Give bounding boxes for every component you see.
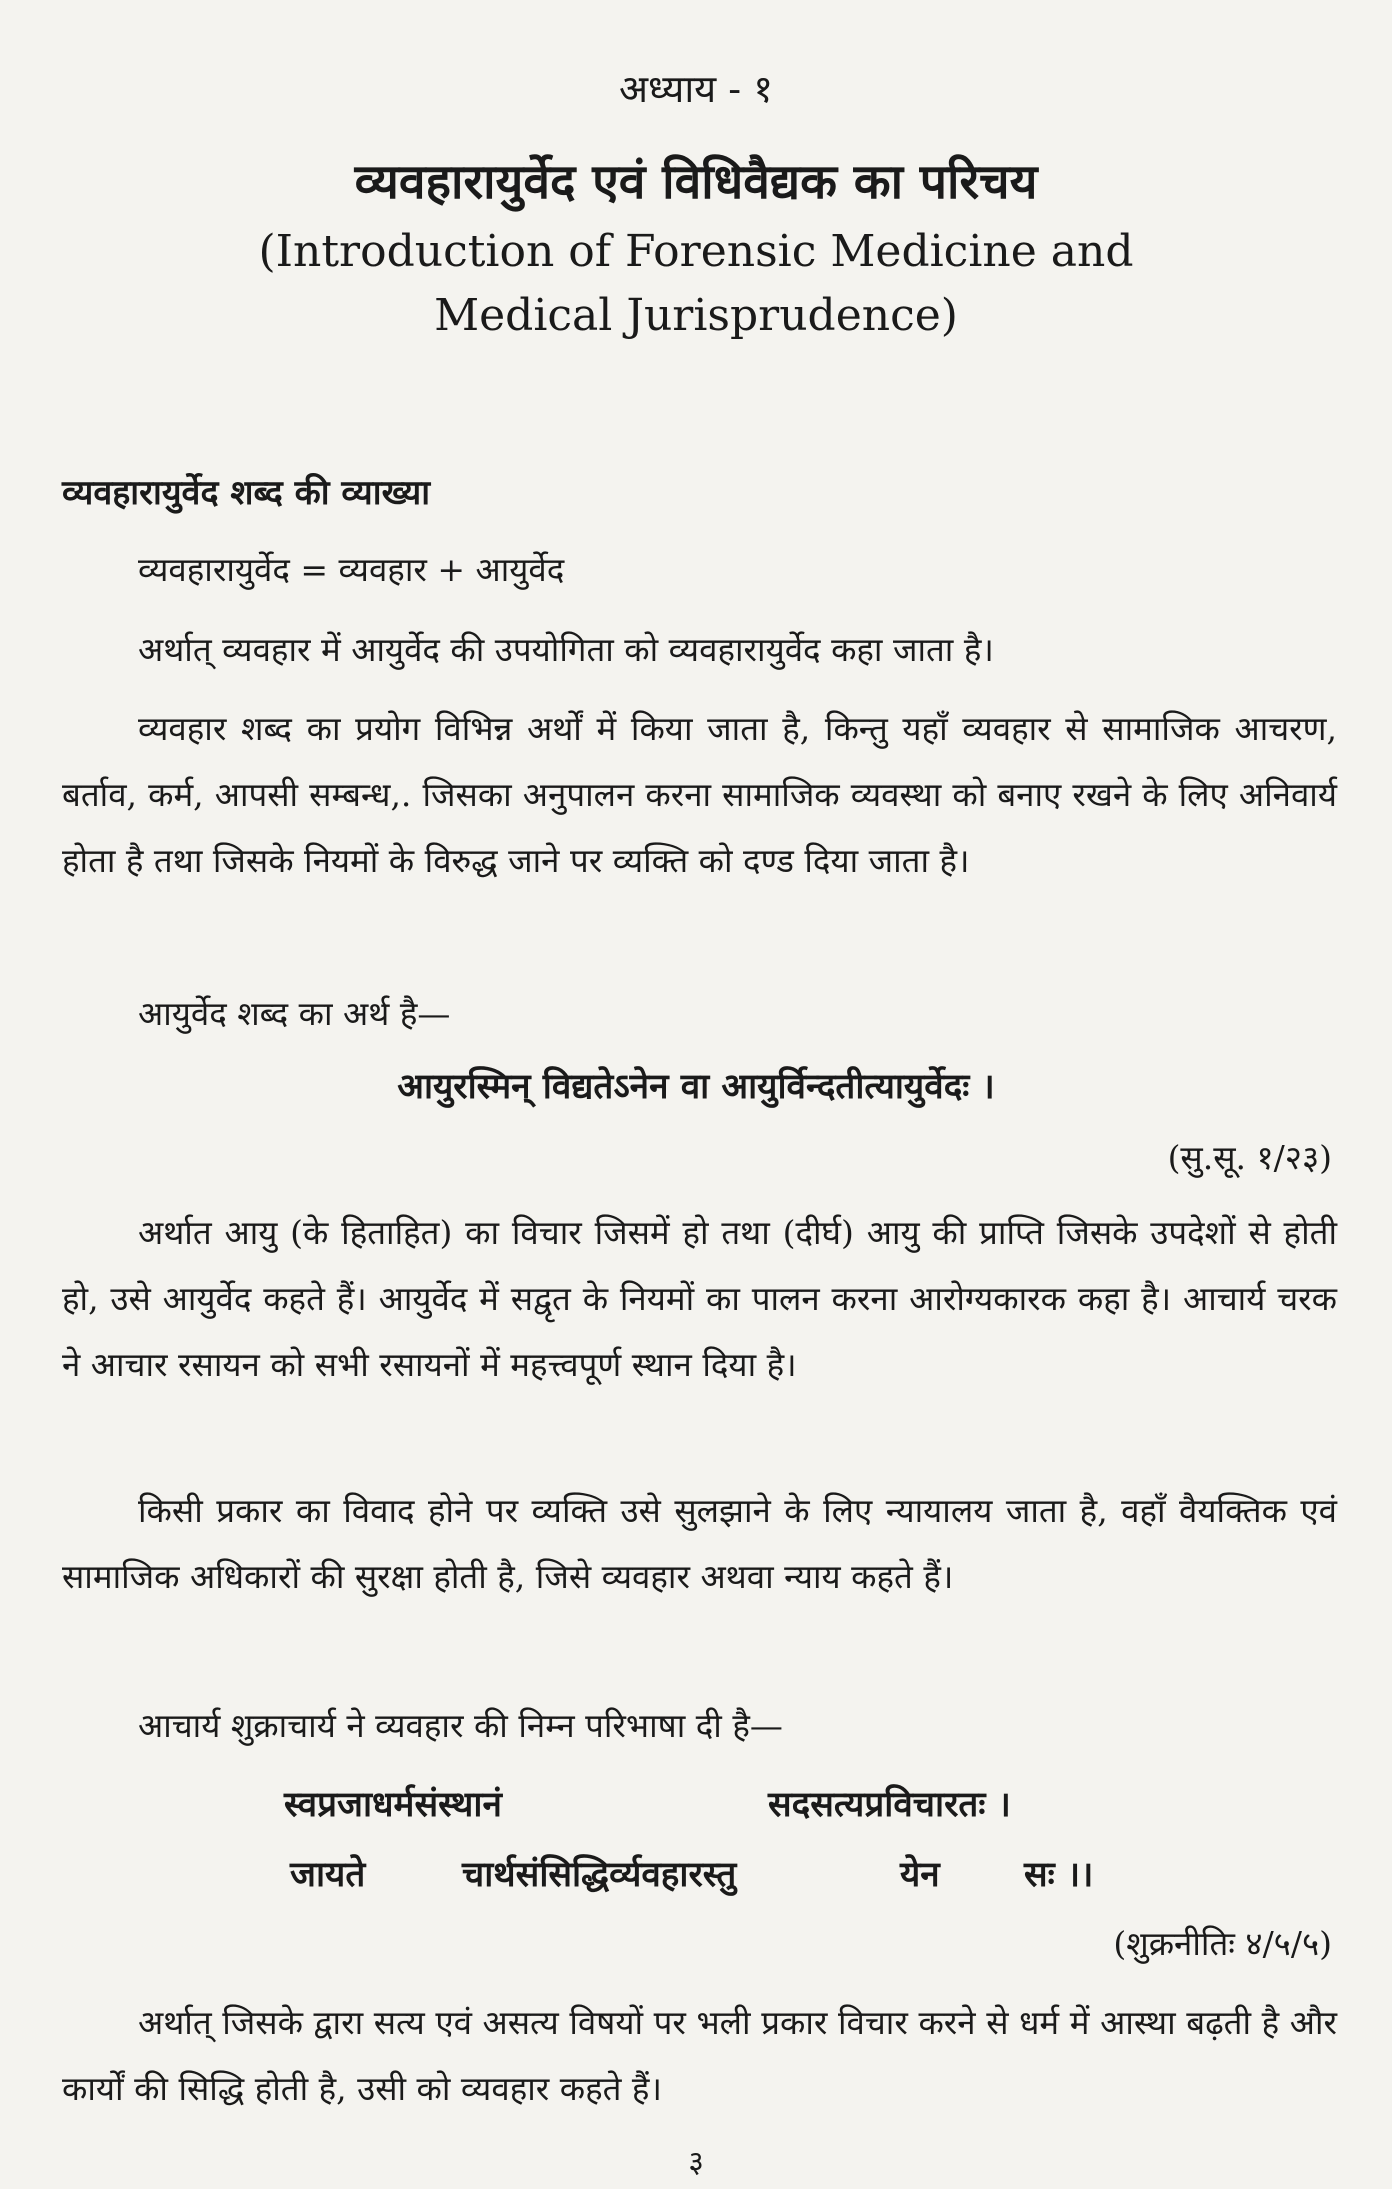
chapter-title-english: (Introduction of Forensic Medicine and Medical Jurisprudence) [258,226,1134,341]
paragraph-4: अर्थात आयु (के हिताहित) का विचार जिसमें हो तथा (दीर्घ) आयु की प्राप्ति जिसके उपदेशों से होती हो, उसे आयुर्वेद कहते हैं। आयुर्वेद में सद्वृत के नियमों का पालन करना आरोग्यकारक कहा है। आचार्य चरक ने आचार रसायन को सभी रसायनों में महत्त्वपूर्ण स्थान दिया है। [62,1213,1337,1384]
verse-2-reference: (शुक्रनीतिः ४/५/५) [1113,1924,1332,1963]
verse-2-line1-part-b: सदसत्यप्रविचारतः । [768,1784,1011,1825]
paragraph-7: अर्थात् जिसके द्वारा सत्य एवं असत्य विषयों पर भली प्रकार विचार करने से धर्म में आस्था बढ़ती है और कार्यों की सिद्धि होती है, उसी को व्यवहार कहते हैं। [62,2003,1337,2108]
page-number: ३ [688,2145,704,2180]
section-heading: व्यवहारायुर्वेद शब्द की व्याख्या [62,473,430,513]
chapter-title-hindi: व्यवहारायुर्वेद एवं विधिवैद्यक का परिचय [354,154,1038,210]
verse-2-line1-part-a: स्वप्रजाधर्मसंस्थानं [284,1784,502,1825]
paragraph-6: आचार्य शुक्राचार्य ने व्यवहार की निम्न परिभाषा दी है— [138,1706,783,1745]
verse-2-line2-part-c: येन [900,1854,940,1895]
paragraph-3: आयुर्वेद शब्द का अर्थ है— [138,994,451,1033]
verse-1-reference: (सु.सू. १/२३) [1167,1138,1332,1177]
verse-2-line2-part-d: सः ।। [1024,1854,1094,1895]
paragraph-2: व्यवहार शब्द का प्रयोग विभिन्न अर्थों में किया जाता है, किन्तु यहाँ व्यवहार से सामाजिक आचरण, बर्ताव, कर्म, आपसी सम्बन्ध,. जिसका अनुपालन करना सामाजिक व्यवस्था को बनाए रखने के लिए अनिवार्य होता है तथा जिसके नियमों के विरुद्ध जाने पर व्यक्ति को दण्ड दिया जाता है। [62,709,1337,880]
chapter-label: अध्याय - १ [618,67,773,111]
paragraph-1: अर्थात् व्यवहार में आयुर्वेद की उपयोगिता को व्यवहारायुर्वेद कहा जाता है। [138,630,994,669]
verse-2-line2-part-a: जायते [290,1854,366,1895]
definition-equation: व्यवहारायुर्वेद = व्यवहार + आयुर्वेद [138,550,565,589]
verse-1: आयुरस्मिन् विद्यतेऽनेन वा आयुर्विन्दतीत्यायुर्वेदः । [397,1066,995,1107]
paragraph-5: किसी प्रकार का विवाद होने पर व्यक्ति उसे सुलझाने के लिए न्यायालय जाता है, वहाँ वैयक्तिक एवं सामाजिक अधिकारों की सुरक्षा होती है, जिसे व्यवहार अथवा न्याय कहते हैं। [62,1491,1337,1596]
verse-2-line2-part-b: चार्थसंसिद्धिर्व्यवहारस्तु [462,1854,737,1895]
